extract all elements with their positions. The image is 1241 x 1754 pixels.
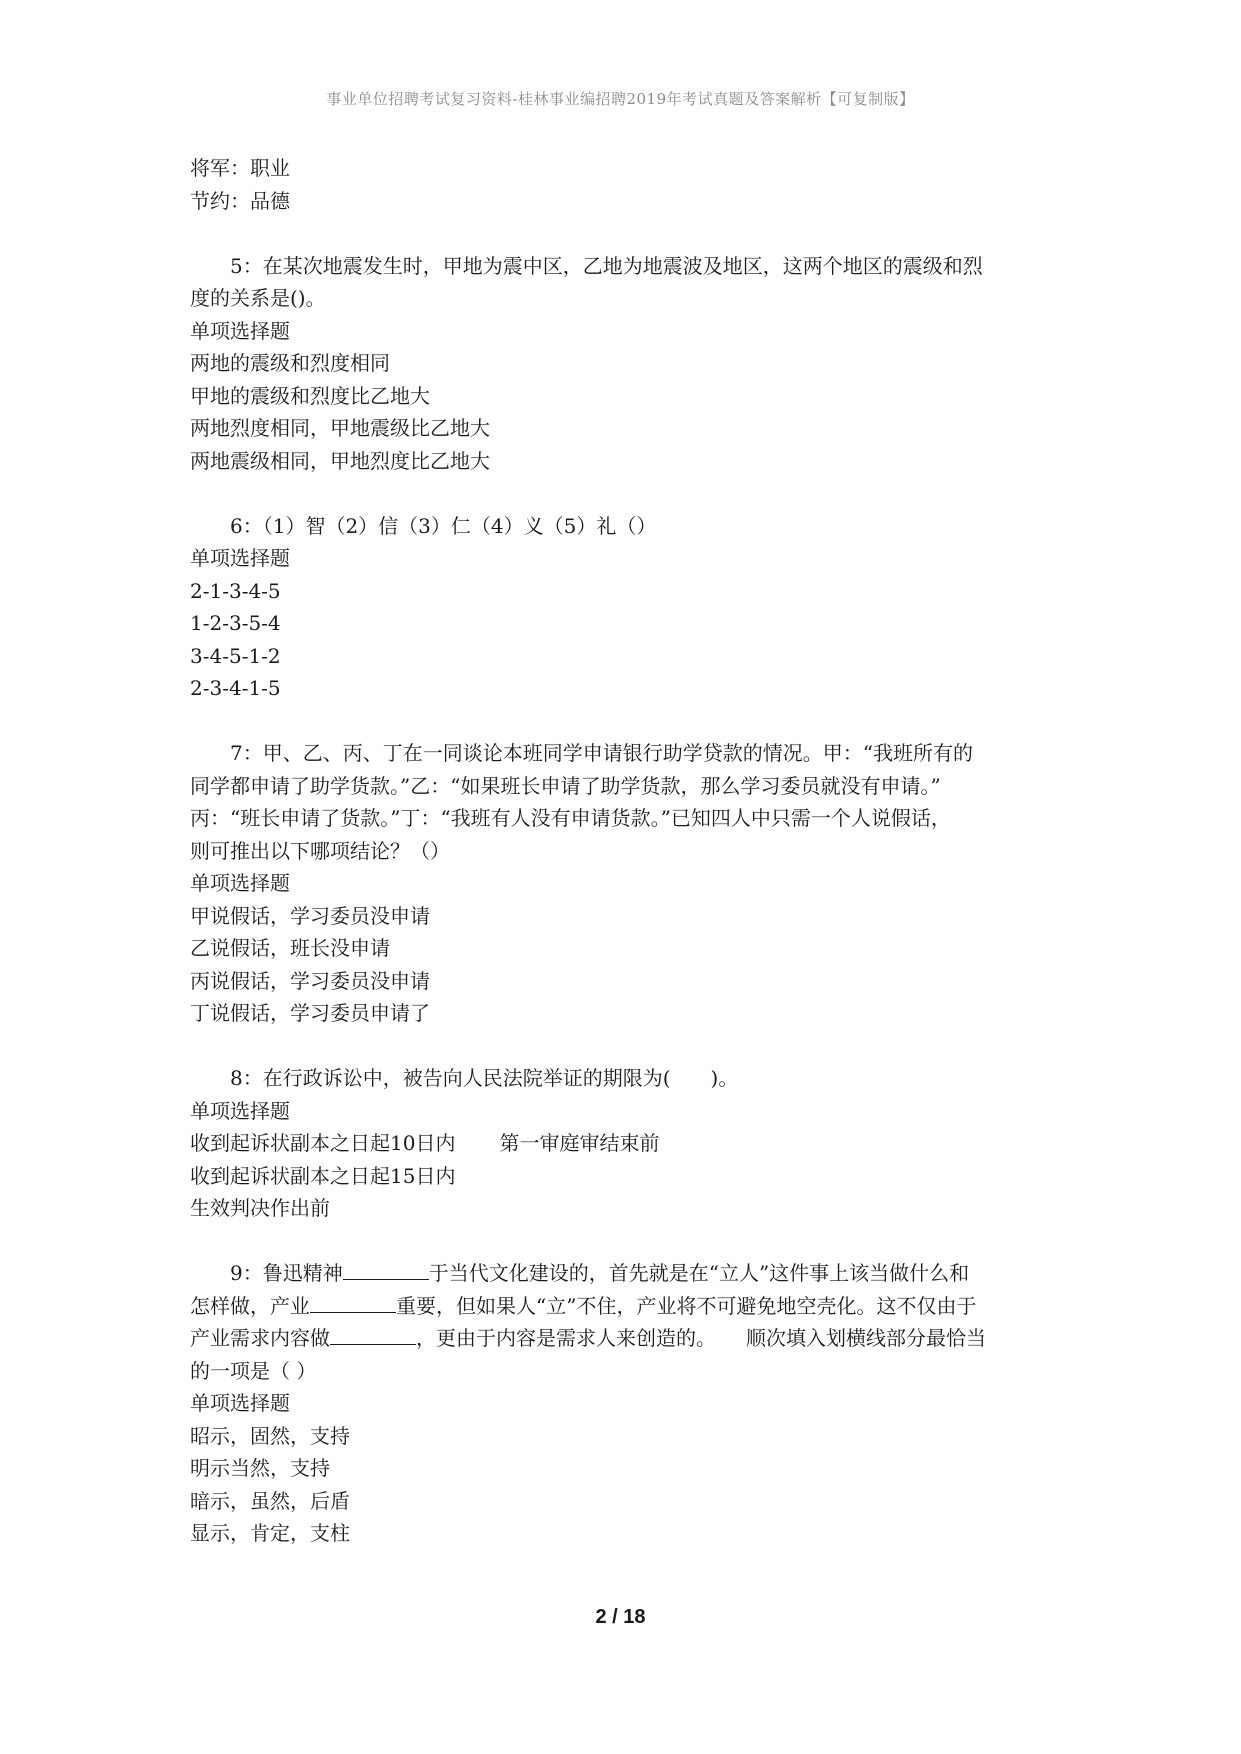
fill-blank bbox=[310, 1292, 396, 1313]
option: 收到起诉状副本之日起15日内 bbox=[190, 1163, 456, 1188]
document-body bbox=[190, 152, 1070, 1550]
question-5-stem: 5：在某次地震发生时，甲地为震中区，乙地为地震波及地区，这两个地区的震级和烈 bbox=[230, 253, 983, 278]
option: 昭示，固然，支持 bbox=[190, 1423, 350, 1448]
option: 两地的震级和烈度相同 bbox=[190, 351, 390, 375]
question-6-stem: 6：（1）智（2）信（3）仁（4）义（5）礼（） bbox=[230, 513, 657, 538]
question-type: 单项选择题 bbox=[190, 871, 290, 895]
stem-text: 9：鲁迅精神 bbox=[230, 1261, 343, 1285]
option: 丁说假话，学习委员申请了 bbox=[190, 1001, 430, 1025]
question-9-stem-cont: 的一项是（ ） bbox=[190, 1358, 317, 1383]
stem-text: 重要，但如果人“立”不住，产业将不可避免地空壳化。这不仅由于 bbox=[396, 1293, 977, 1318]
option: 2-1-3-4-5 bbox=[190, 578, 281, 603]
prev-option-line: 节约：品德 bbox=[190, 188, 290, 213]
option: 收到起诉状副本之日起10日内 bbox=[190, 1131, 456, 1155]
question-type: 单项选择题 bbox=[190, 1098, 290, 1123]
option: 两地震级相同，甲地烈度比乙地大 bbox=[190, 448, 490, 473]
option: 丙说假话，学习委员没申请 bbox=[190, 968, 430, 993]
question-7-stem-cont: 同学都申请了助学货款。”乙：“如果班长申请了助学货款，那么学习委员就没有申请。” bbox=[190, 773, 941, 798]
prev-option-line: 将军：职业 bbox=[190, 156, 290, 180]
question-type: 单项选择题 bbox=[190, 546, 290, 570]
fill-blank bbox=[343, 1259, 429, 1280]
option: 甲说假话，学习委员没申请 bbox=[190, 903, 430, 928]
question-7-stem: 7：甲、乙、丙、丁在一同谈论本班同学申请银行助学贷款的情况。甲：“我班所有的 bbox=[230, 741, 973, 765]
option: 明示当然，支持 bbox=[190, 1456, 330, 1480]
question-9-stem-cont bbox=[190, 1322, 1070, 1355]
question-9-stem bbox=[190, 1257, 1070, 1290]
question-type: 单项选择题 bbox=[190, 318, 290, 343]
page-header: 事业单位招聘考试复习资料-桂林事业编招聘2019年考试真题及答案解析【可复制版】 bbox=[326, 90, 915, 108]
option: 显示，肯定，支柱 bbox=[190, 1521, 350, 1545]
question-type: 单项选择题 bbox=[190, 1391, 290, 1415]
fill-blank bbox=[330, 1324, 416, 1345]
option: 两地烈度相同，甲地震级比乙地大 bbox=[190, 416, 490, 440]
question-5-stem-cont: 度的关系是()。 bbox=[190, 286, 326, 310]
option: 乙说假话，班长没申请 bbox=[190, 936, 390, 960]
stem-text: ，更由于内容是需求人来创造的。 顺次填入划横线部分最恰当 bbox=[416, 1326, 986, 1350]
stem-text: 怎样做，产业 bbox=[190, 1293, 310, 1318]
stem-text: 产业需求内容做 bbox=[190, 1326, 330, 1350]
option: 生效判决作出前 bbox=[190, 1196, 330, 1220]
question-7-stem-cont: 则可推出以下哪项结论？（） bbox=[190, 838, 450, 863]
option: 暗示，虽然，后盾 bbox=[190, 1488, 350, 1513]
option: 3-4-5-1-2 bbox=[190, 643, 281, 668]
option: 1-2-3-5-4 bbox=[190, 611, 281, 635]
option-row bbox=[190, 1127, 1070, 1160]
page-number: 2 / 18 bbox=[595, 1606, 646, 1628]
option: 2-3-4-1-5 bbox=[190, 676, 281, 700]
option: 甲地的震级和烈度比乙地大 bbox=[190, 383, 430, 408]
option: 第一审庭审结束前 bbox=[499, 1131, 660, 1155]
question-8-stem: 8：在行政诉讼中，被告向人民法院举证的期限为( )。 bbox=[230, 1066, 739, 1090]
question-7-stem-cont: 丙：“班长申请了货款。”丁：“我班有人没有申请货款。”已知四人中只需一个人说假话， bbox=[190, 806, 951, 830]
question-9-stem-cont bbox=[190, 1290, 1070, 1323]
stem-text: 于当代文化建设的，首先就是在“立人”这件事上该当做什么和 bbox=[428, 1261, 970, 1285]
